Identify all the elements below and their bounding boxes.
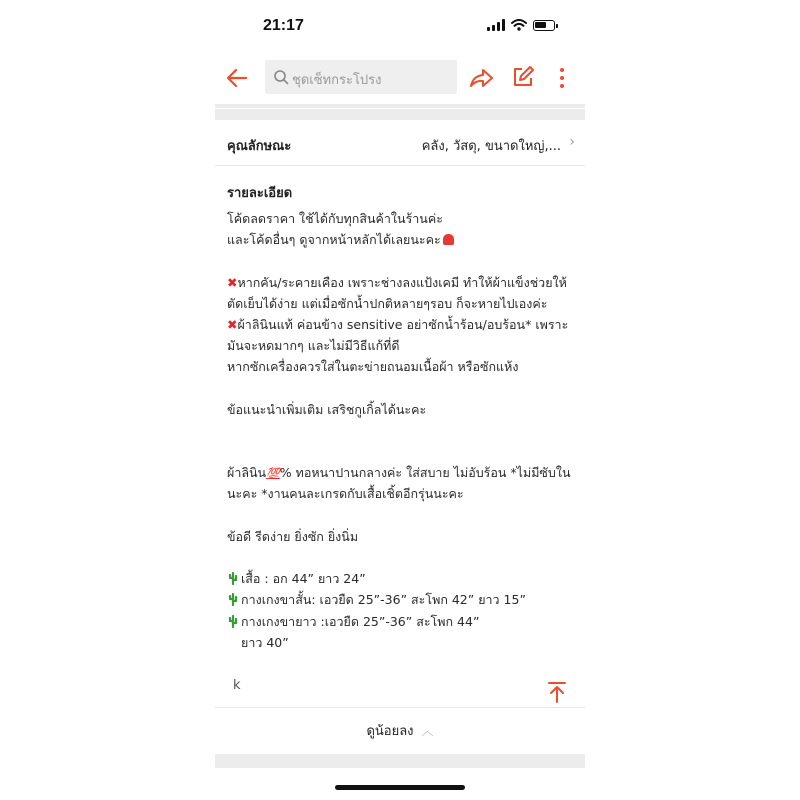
detail-line: หากซักเครื่องควรใส่ในตะข่ายถนอมเนื้อผ้า หรือซักแห้ง [227,359,519,375]
detail-line: กางเกงขาสั้น: เอวยืด 25”-36” สะโพก 42” ยาว 15” [227,589,577,610]
chevron-up-icon: ︿ [421,724,434,738]
detail-line: ✖หากคัน/ระคายเคือง เพราะช่างลงแป้งเคมี ทำให้ผ้าแข็งช่วยให้ [227,274,567,290]
detail-line: นะคะ *งานคนละเกรดกับเสื้อเชิ้ตอีกรุ่นนะคะ [227,486,464,502]
see-less-label: ดูน้อยลง [366,724,414,739]
detail-line: มันจะหดมากๆ และไม่มีวิธีแก้ที่ดี [227,338,400,354]
chevron-right-icon: › [569,134,575,150]
search-placeholder: ชุดเซ็ทกระโปรง [292,73,382,88]
detail-line [227,505,577,526]
share-icon[interactable] [467,64,495,92]
cactus-icon [227,593,239,606]
detail-line: ผ้าลินิน💯% ทอหนาปานกลางค่ะ ใส่สบาย ไม่อับร้อน *ไม่มีซับใน [227,465,571,481]
details-body [227,208,577,653]
edit-icon[interactable] [510,64,536,90]
cactus-icon [227,615,239,628]
siren-icon [443,234,454,245]
detail-line: โค้ดลดราคา ใช้ได้กับทุกสินค้าในร้านค่ะ [227,211,443,226]
trailing-text: k [233,678,241,693]
status-icons [487,19,555,31]
detail-line: ยาว 40” [241,634,289,650]
status-time: 21:17 [263,17,304,34]
detail-line [227,250,577,271]
section-separator [215,754,585,768]
top-nav-bar [215,58,585,98]
hundred-points-icon: 💯 [266,467,280,481]
attributes-value: คลัง, วัสดุ, ขนาดใหญ่,... [421,139,561,154]
detail-line: เสื้อ : อก 44” ยาว 24” [227,568,577,589]
cellular-signal-icon [487,19,505,31]
phone-screen [215,0,585,800]
status-bar [215,12,585,42]
details-title: รายละเอียด [227,186,293,201]
detail-line: กางเกงขายาว :เอวยืด 25”-36” สะโพก 44” [227,611,577,632]
see-less-button[interactable] [215,720,585,741]
battery-icon [533,20,555,31]
back-arrow-icon[interactable] [223,64,251,92]
red-x-icon: ✖ [227,274,238,290]
home-indicator[interactable] [335,785,465,790]
search-icon [273,69,289,85]
red-x-icon: ✖ [227,316,238,332]
detail-line: และโค้ดอื่นๆ ดูจากหน้าหลักได้เลยนะคะ [227,229,577,250]
detail-line: ✖ผ้าลินินแท้ ค่อนข้าง sensitive อย่าซักน้ำร้อน/อบร้อน* เพราะ [227,316,569,332]
attributes-row[interactable] [215,120,585,166]
detail-line: ข้อแนะนำเพิ่มเติม เสริชกูเกิ้ลได้นะคะ [227,401,427,417]
detail-line [227,547,577,568]
search-input[interactable] [265,60,457,94]
detail-line [227,441,577,462]
attributes-label: คุณลักษณะ [227,139,292,154]
more-options-icon[interactable] [550,64,574,92]
cactus-icon [227,572,239,585]
divider [215,707,585,708]
detail-line [227,378,577,399]
wifi-icon [511,19,527,31]
detail-line: ตัดเย็บได้ง่าย แต่เมื่อซักน้ำปกติหลายๆรอบ ก็จะหายไปเองค่ะ [227,295,548,311]
detail-line: ข้อดี รีดง่าย ยิ่งซัก ยิ่งนิ่ม [227,528,359,544]
detail-line [227,420,577,441]
section-separator [215,104,585,120]
scroll-to-top-icon[interactable] [543,678,571,706]
